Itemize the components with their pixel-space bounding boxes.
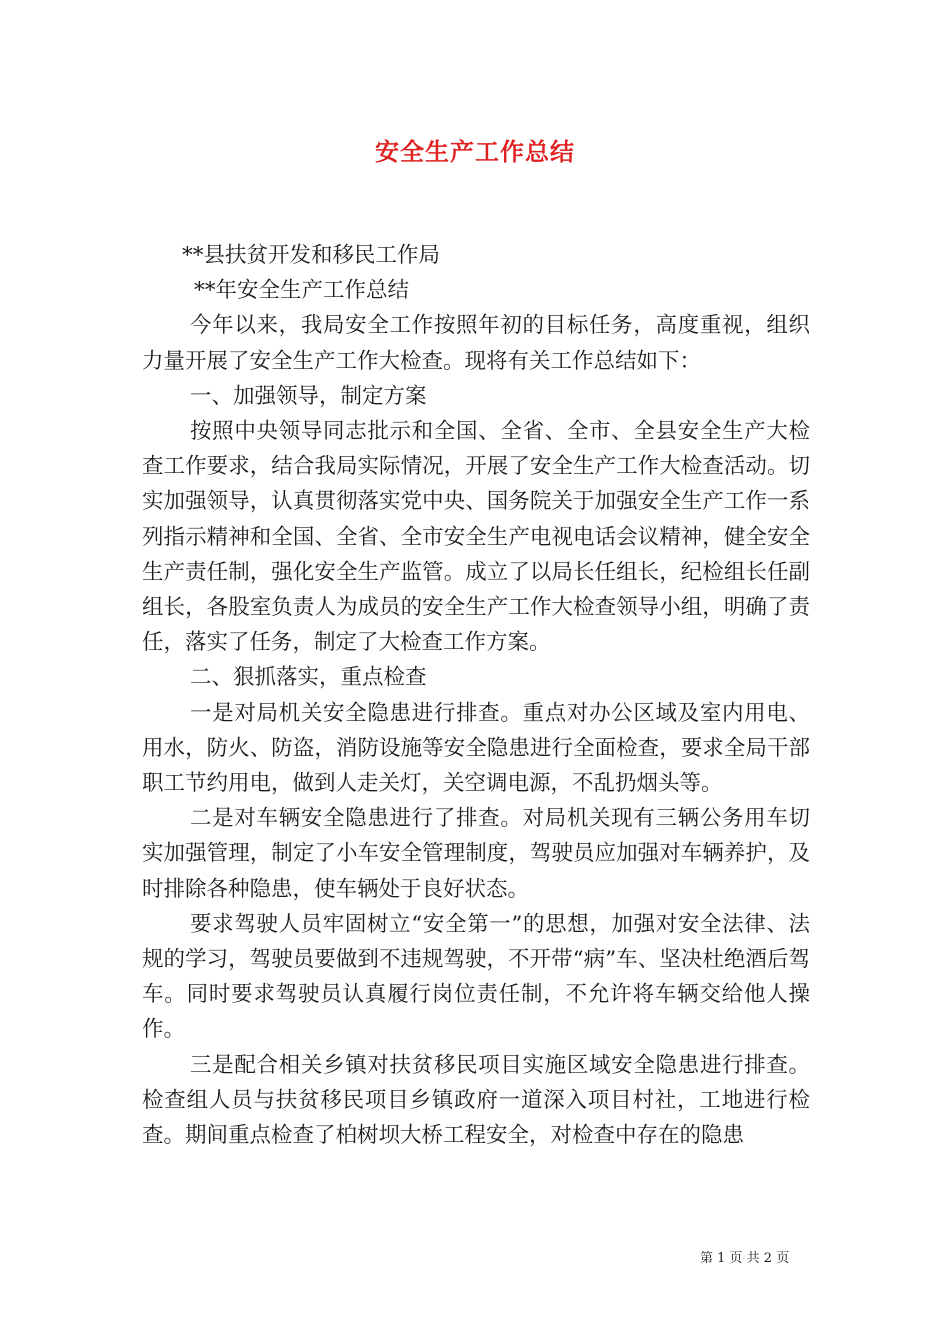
- driver-requirements-paragraph: 要求驾驶人员牢固树立“安全第一”的思想，加强对安全法律、法规的学习，驾驶员要做到不违规驾驶，不开带“病”车、坚决杜绝酒后驾车。同时要求驾驶员认真履行岗位责任制，不允许将车辆交给他人操作。: [142, 911, 810, 1043]
- check-item-2-paragraph: 二是对车辆安全隐患进行了排查。对局机关现有三辆公务用车切实加强管理，制定了小车安全管理制度，驾驶员应加强对车辆养护，及时排除各种隐患，使车辆处于良好状态。: [142, 806, 810, 902]
- section-heading-1: 一、加强领导，制定方案: [190, 383, 427, 409]
- check-item-1-paragraph: 一是对局机关安全隐患进行排查。重点对办公区域及室内用电、用水，防火、防盗，消防设施等安全隐患进行全面检查，要求全局干部职工节约用电，做到人走关灯，关空调电源，不乱扔烟头等。: [142, 700, 810, 797]
- document-body: [142, 238, 810, 1153]
- subtitle-line: **年安全生产工作总结: [194, 278, 410, 304]
- check-item-3-paragraph: 三是配合相关乡镇对扶贫移民项目实施区域安全隐患进行排查。检查组人员与扶贫移民项目乡镇政府一道深入项目村社，工地进行检查。期间重点检查了柏树坝大桥工程安全，对检查中存在的隐患: [142, 1052, 810, 1149]
- section-1-paragraph: 按照中央领导同志批示和全国、全省、全市、全县安全生产大检查工作要求，结合我局实际情况，开展了安全生产工作大检查活动。切实加强领导，认真贯彻落实党中央、国务院关于加强安全生产工作一系列指示精神和全国、全省、全市安全生产电视电话会议精神，健全安全生产责任制，强化安全生产监管。成立了以局长任组长，纪检组长任副组长，各股室负责人为成员的安全生产工作大检查领导小组，明确了责任，落实了任务，制定了大检查工作方案。: [142, 419, 810, 656]
- intro-paragraph: 今年以来，我局安全工作按照年初的目标任务，高度重视，组织力量开展了安全生产工作大检查。现将有关工作总结如下：: [142, 313, 810, 374]
- section-heading-2: 二、狠抓落实，重点检查: [190, 665, 427, 691]
- page-footer: 第 1 页 共 2 页: [700, 1251, 790, 1266]
- org-name-line: **县扶贫开发和移民工作局: [182, 243, 441, 268]
- document-title: 安全生产工作总结: [375, 137, 575, 166]
